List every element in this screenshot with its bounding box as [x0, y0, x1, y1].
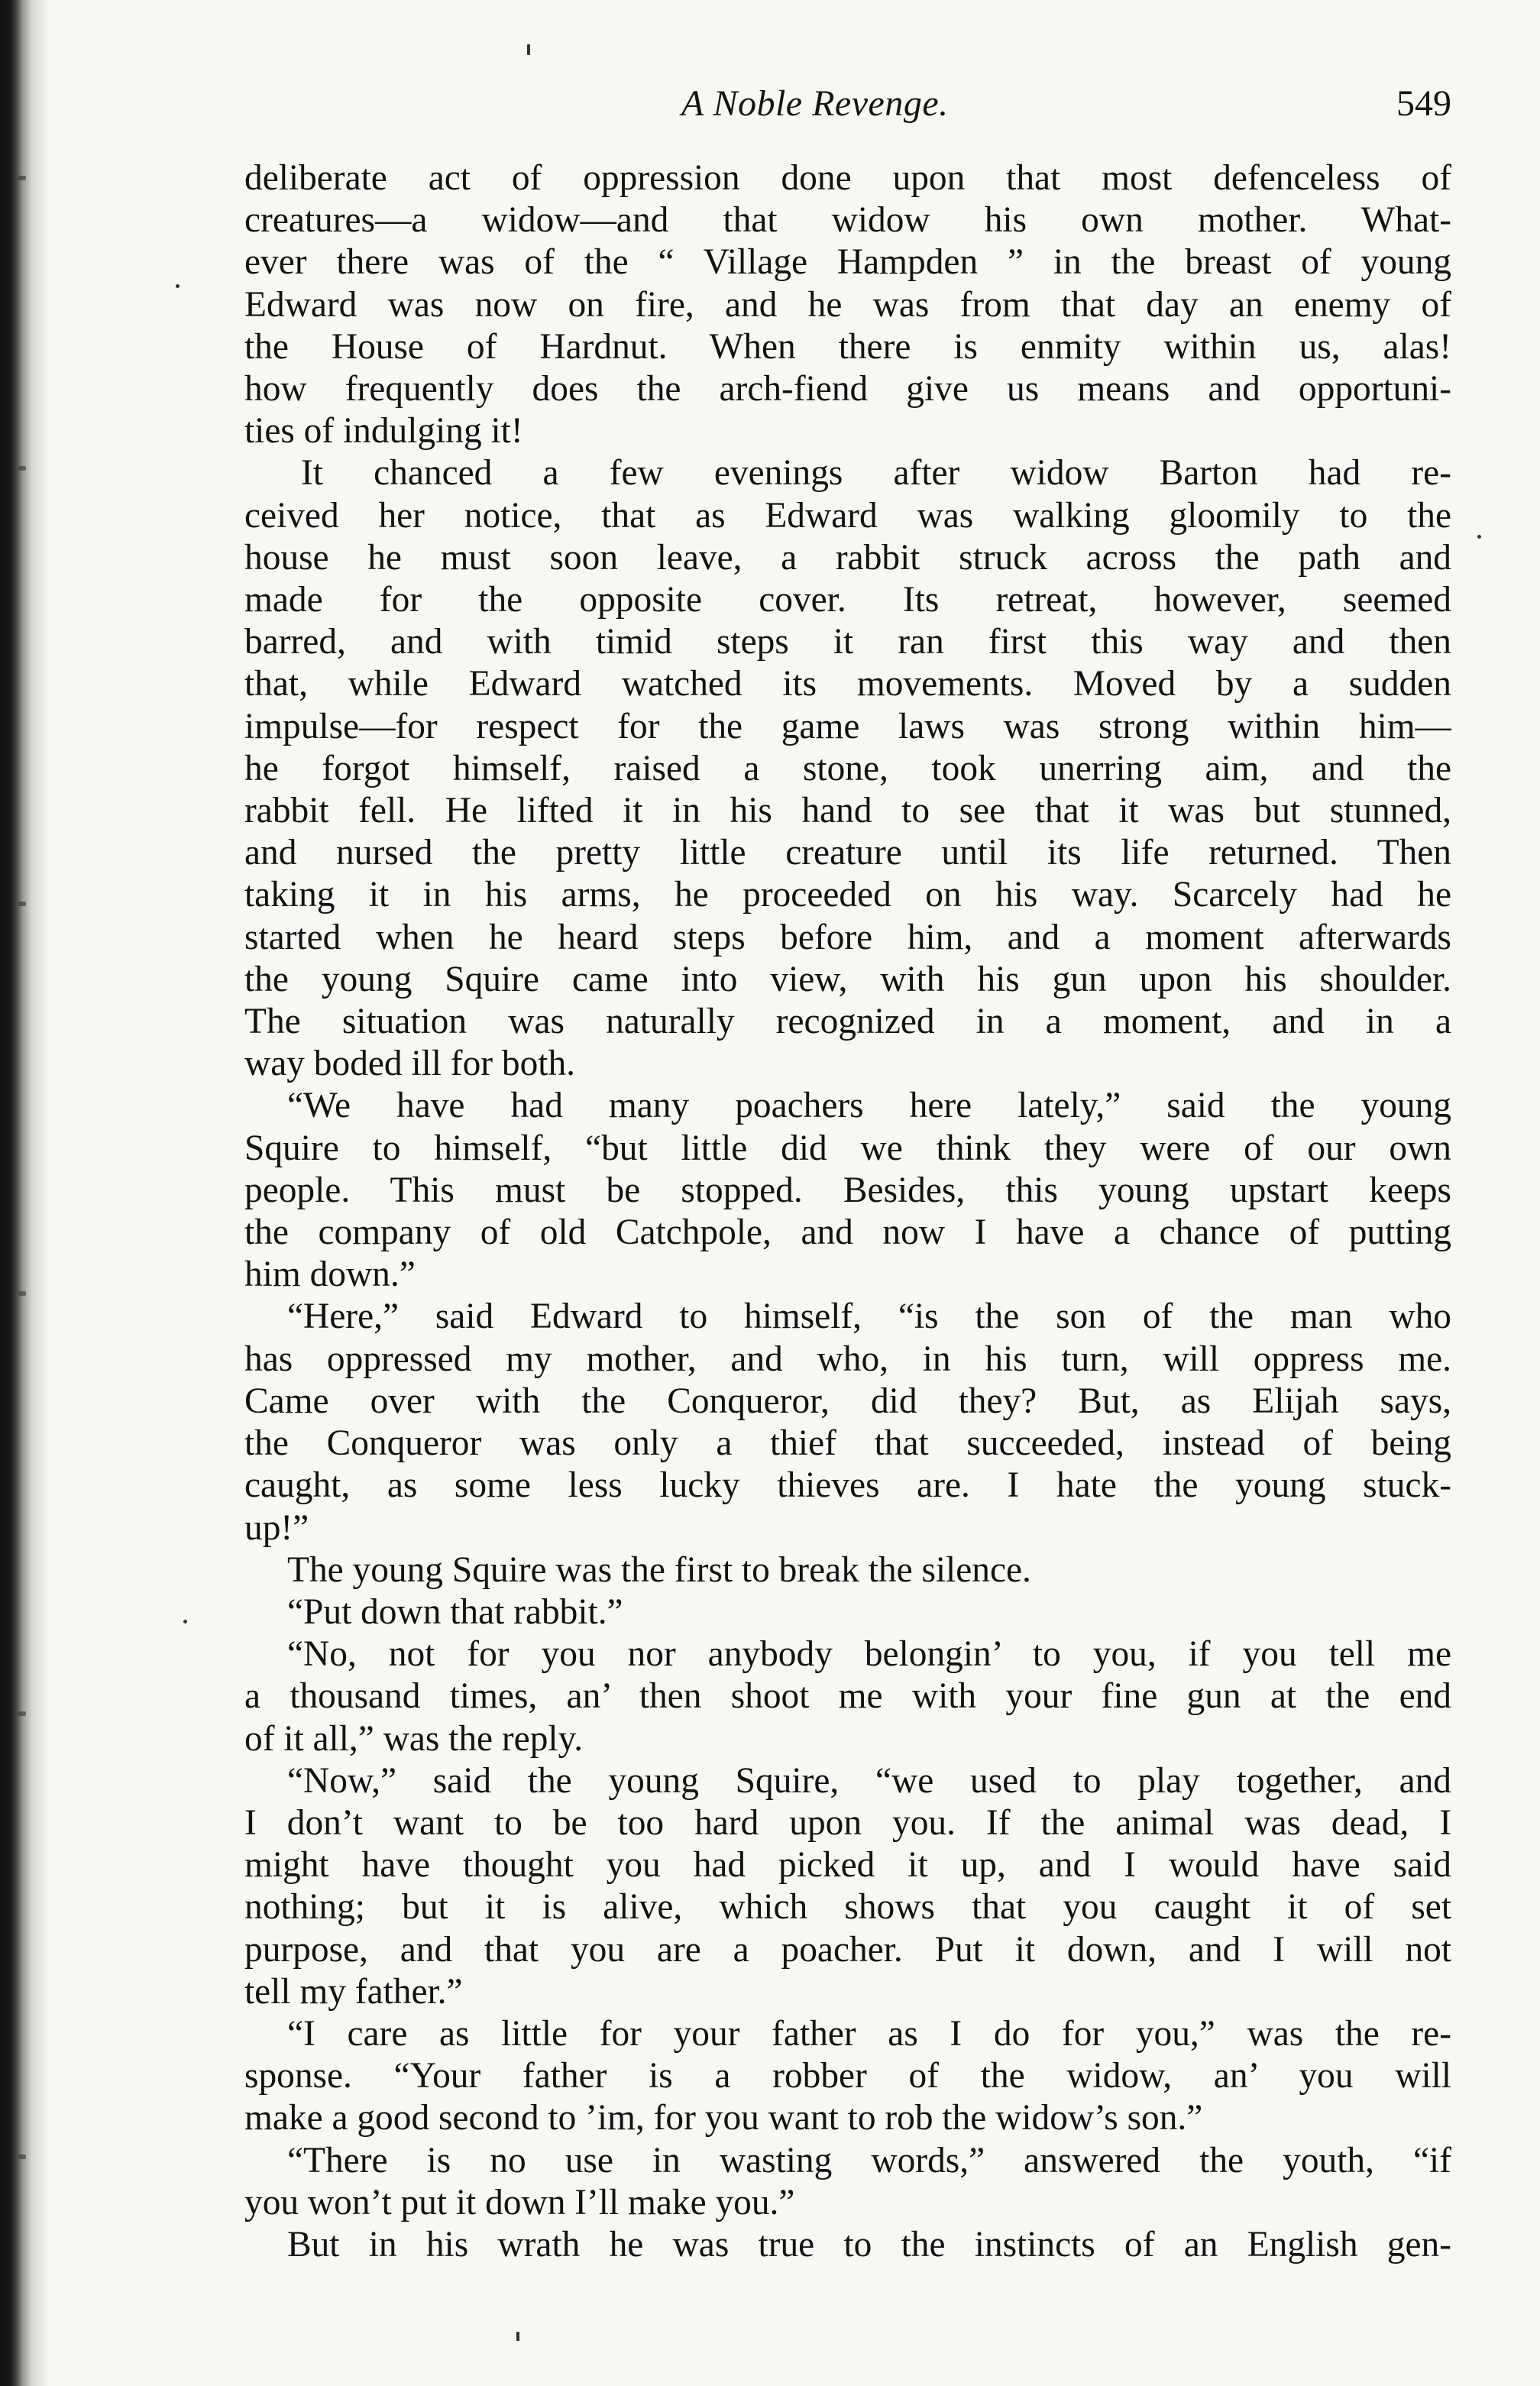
text-line: The situation was naturally recognized in a moment, and in a	[244, 1002, 1451, 1042]
running-title: A Noble Revenge.	[681, 83, 949, 124]
text-line: sponse. “Your father is a robber of the widow, an’ you will	[244, 2056, 1451, 2096]
text-line: barred, and with timid steps it ran first this way and then	[244, 622, 1451, 662]
text-line: up!”	[244, 1507, 309, 1548]
text-line: how frequently does the arch-fiend give us means and opportuni-	[244, 369, 1451, 410]
text-line: of it all,” was the reply.	[244, 1718, 584, 1759]
text-line: deliberate act of oppression done upon that most defenceless of	[244, 158, 1451, 198]
text-line: impulse—for respect for the game laws was strong within him—	[244, 706, 1451, 746]
text-line: the House of Hardnut. When there is enmity within us, alas!	[244, 326, 1451, 367]
text-line: the Conqueror was only a thief that succeeded, instead of being	[244, 1423, 1451, 1464]
text-line: rabbit fell. He lifted it in his hand to see that it was but stunned,	[244, 791, 1451, 831]
text-line: “There is no use in wasting words,” answered the youth, “if	[287, 2140, 1451, 2180]
text-line: people. This must be stopped. Besides, this young upstart keeps	[244, 1170, 1451, 1210]
text-line: has oppressed my mother, and who, in his turn, will oppress me.	[244, 1339, 1451, 1379]
text-line: “Now,” said the young Squire, “we used to play together, and	[287, 1760, 1451, 1801]
text-line: make a good second to ’im, for you want to rob the widow’s son.”	[244, 2098, 1203, 2138]
text-line: he forgot himself, raised a stone, took unerring aim, and the	[244, 748, 1451, 788]
text-line: caught, as some less lucky thieves are. I hate the young stuck-	[244, 1465, 1451, 1506]
text-line: way boded ill for both.	[244, 1044, 576, 1084]
text-line: ceived her notice, that as Edward was walking gloomily to the	[244, 495, 1451, 536]
text-line: might have thought you had picked it up, and I would have said	[244, 1845, 1451, 1886]
text-line: I don’t want to be too hard upon you. If the animal was dead, I	[244, 1802, 1451, 1843]
text-line: It chanced a few evenings after widow Barton had re-	[301, 453, 1451, 494]
binding-speck	[18, 1711, 26, 1716]
binding-speck	[18, 902, 26, 906]
text-line: ties of indulging it!	[244, 411, 523, 452]
text-line: nothing; but it is alive, which shows that you caught it of set	[244, 1887, 1451, 1928]
binding-speck	[18, 2155, 26, 2159]
binding-speck	[18, 1291, 26, 1296]
page-header	[244, 83, 1451, 144]
text-line: made for the opposite cover. Its retreat, however, seemed	[244, 580, 1451, 620]
text-line: But in his wrath he was true to the instincts of an English gen-	[287, 2224, 1451, 2265]
print-speck	[527, 44, 530, 55]
text-line: The young Squire was the first to break the silence.	[287, 1549, 1031, 1590]
text-line: started when he heard steps before him, and a moment afterwards	[244, 917, 1451, 957]
text-line: purpose, and that you are a poacher. Put it down, and I will not	[244, 1929, 1451, 1970]
body-text	[244, 157, 1451, 2266]
text-line: tell my father.”	[244, 1971, 463, 2012]
text-line: the company of old Catchpole, and now I have a chance of putting	[244, 1212, 1451, 1253]
text-line: Squire to himself, “but little did we think they were of our own	[244, 1128, 1451, 1168]
book-binding-edge	[0, 0, 47, 2386]
text-line: Came over with the Conqueror, did they? But, as Elijah says,	[244, 1381, 1451, 1421]
text-line: house he must soon leave, a rabbit struck across the path and	[244, 537, 1451, 578]
print-speck	[176, 284, 180, 288]
text-line: and nursed the pretty little creature until its life returned. Then	[244, 833, 1451, 873]
text-line: “Here,” said Edward to himself, “is the son of the man who	[287, 1297, 1451, 1337]
text-line: “No, not for you nor anybody belongin’ to you, if you tell me	[287, 1634, 1451, 1675]
text-line: a thousand times, an’ then shoot me with your fine gun at the end	[244, 1676, 1451, 1717]
text-line: you won’t put it down I’ll make you.”	[244, 2182, 795, 2223]
binding-speck	[18, 176, 26, 180]
text-line: “I care as little for your father as I do for you,” was the re-	[287, 2013, 1451, 2054]
text-line: ever there was of the “ Village Hampden ” in the breast of young	[244, 242, 1451, 283]
print-speck	[1477, 535, 1481, 539]
print-speck	[516, 2332, 519, 2341]
text-line: him down.”	[244, 1255, 416, 1295]
text-line: “We have had many poachers here lately,” said the young	[287, 1086, 1451, 1126]
page-number: 549	[1396, 83, 1451, 124]
binding-speck	[18, 466, 26, 471]
text-line: creatures—a widow—and that widow his own mother. What-	[244, 200, 1451, 241]
text-line: “Put down that rabbit.”	[287, 1591, 623, 1632]
text-line: that, while Edward watched its movements. Moved by a sudden	[244, 664, 1451, 704]
text-line: taking it in his arms, he proceeded on his way. Scarcely had he	[244, 875, 1451, 915]
print-speck	[183, 1620, 187, 1624]
text-line: the young Squire came into view, with his gun upon his shoulder.	[244, 959, 1451, 999]
text-line: Edward was now on fire, and he was from that day an enemy of	[244, 284, 1451, 325]
